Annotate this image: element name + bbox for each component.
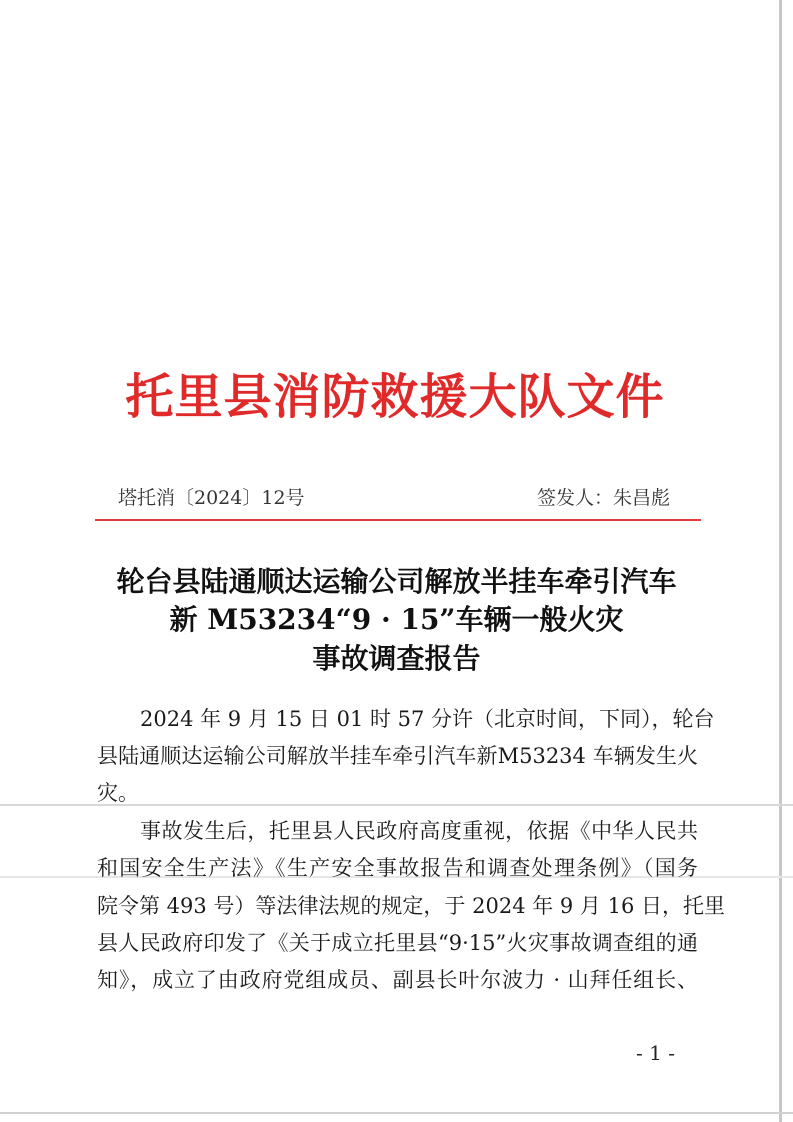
body-line: 2024 年 9 月 15 日 01 时 57 分许（北京时间，下同），轮台 [140,707,715,731]
signer-label: 签发人： [536,487,613,509]
body-line: 知》，成立了由政府党组成员、副县长叶尔波力 · 山拜任组长、 [97,968,698,992]
body-line: 灾。 [97,781,139,805]
body-line: 事故发生后，托里县人民政府高度重视，依据《中华人民共 [140,819,698,843]
signer [537,483,670,510]
body-line: 县人民政府印发了《关于成立托里县“9·15”火灾事故调查组的通 [97,931,698,955]
report-title-line: 新 M53234“9 · 15”车辆一般火灾 [169,603,624,636]
report-title-line: 事故调查报告 [312,642,481,675]
signer-name: 朱昌彪 [612,487,670,509]
scan-edge [0,1112,793,1114]
body-line: 和国安全生产法》《生产安全事故报告和调查处理条例》（国务 [97,856,698,880]
scan-edge [779,0,782,1122]
body-line: 县陆通顺达运输公司解放半挂车牵引汽车新M53234 车辆发生火 [97,744,698,768]
red-divider [95,519,701,521]
document-header-title: 托里县消防救援大队文件 [125,369,665,425]
document-number: 塔托消〔2024〕12号 [118,487,305,509]
page-number: - 1 - [636,1041,675,1065]
report-title-line: 轮台县陆通顺达运输公司解放半挂车牵引汽车 [116,565,677,598]
body-line: 院令第 493 号）等法律法规的规定，于 2024 年 9 月 16 日，托里 [97,894,726,918]
